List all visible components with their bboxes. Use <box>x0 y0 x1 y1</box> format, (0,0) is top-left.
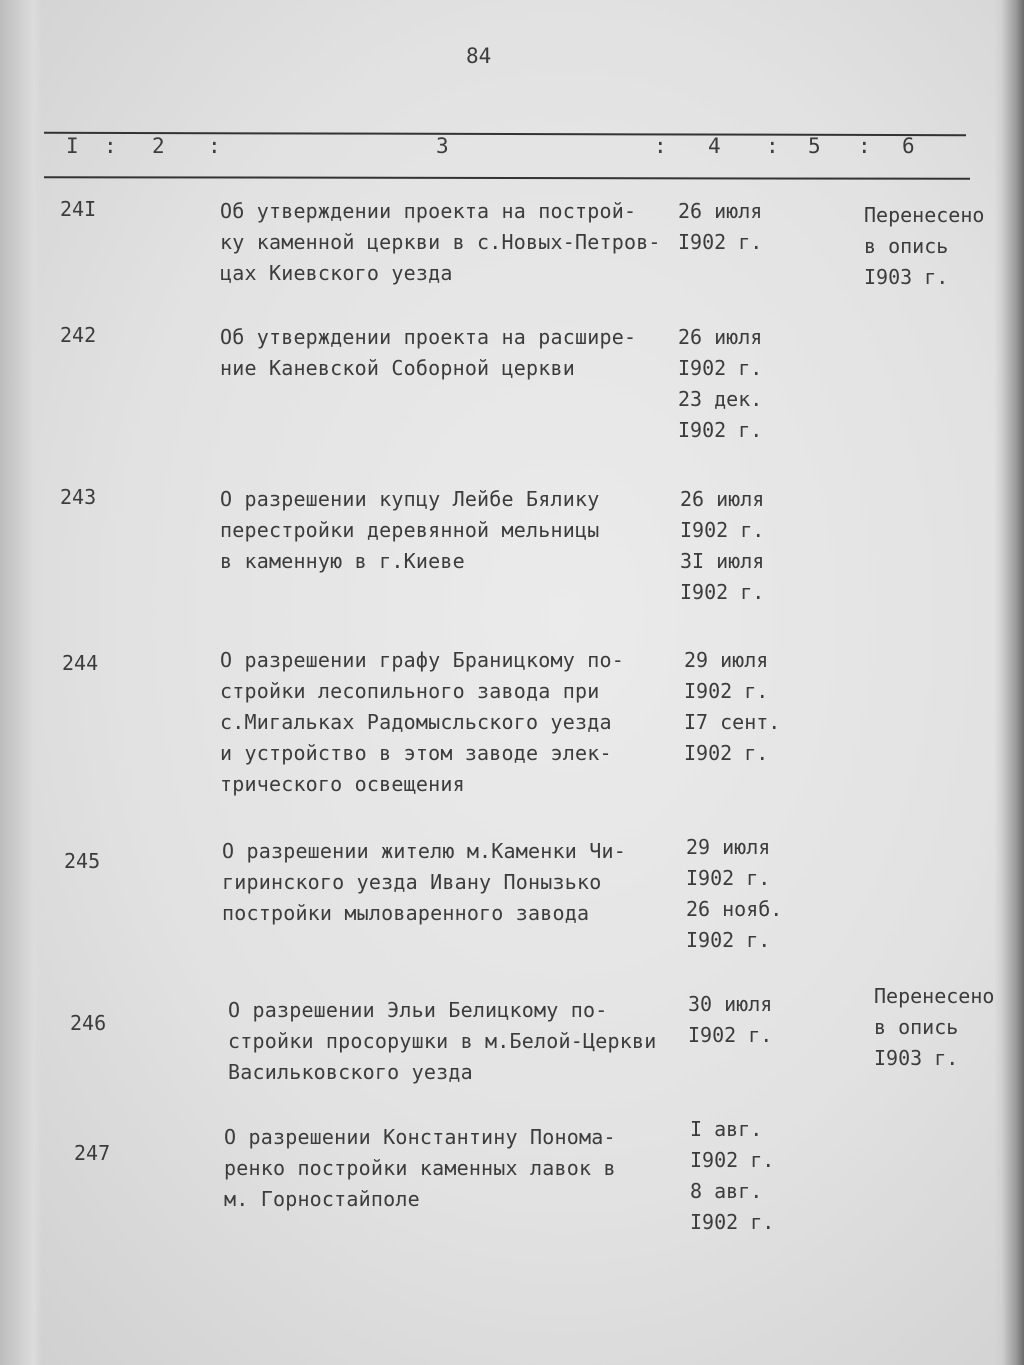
column-header-4: 4 <box>708 134 721 158</box>
entry-description: О разрешении Эльи Белицкому по- стройки просорушки в м.Белой-Церкви Васильковского уезда <box>228 998 657 1084</box>
entry-dates: 29 июля I902 г. I7 сент. I902 г. <box>684 648 781 765</box>
column-separator: : <box>766 134 779 158</box>
column-header-1: I <box>66 134 79 158</box>
entry-note: Перенесено в опись I903 г. <box>864 203 985 289</box>
entry-dates: 30 июля I902 г. <box>688 992 773 1047</box>
column-header-3: 3 <box>436 134 449 158</box>
page-edge-right <box>994 0 1024 1365</box>
entry-dates: I авг. I902 г. 8 авг. I902 г. <box>690 1117 775 1234</box>
entry-dates: 26 июля I902 г. 23 дек. I902 г. <box>678 325 763 442</box>
column-separator: : <box>654 134 667 158</box>
page-edge-left <box>0 0 42 1365</box>
column-separator: : <box>208 134 221 158</box>
entry-description: Об утверждении проекта на построй- ку каменной церкви в с.Новых-Петров- цах Киевского уезда <box>220 199 661 285</box>
column-header-2: 2 <box>152 134 165 158</box>
entry-number: 242 <box>60 323 97 347</box>
column-separator: : <box>858 134 871 158</box>
entry-description: О разрешении графу Браницкому по- стройки лесопильного завода при с.Мигальках Радомысльского уезда и устройство в этом заводе элек- трического освещения <box>220 648 624 796</box>
entry-number: 244 <box>62 651 99 675</box>
entry-dates: 26 июля I902 г. 3I июля I902 г. <box>680 487 765 604</box>
entry-number: 24I <box>60 197 97 221</box>
entry-description: О разрешении жителю м.Каменки Чи- гиринского уезда Ивану Понызько постройки мыловаренного завода <box>222 839 626 925</box>
header-top-rule <box>44 132 966 136</box>
entry-number: 246 <box>70 1011 107 1035</box>
entry-description: Об утверждении проекта на расшире- ние Каневской Соборной церкви <box>220 325 637 380</box>
entry-description: О разрешении Константину Понома- ренко постройки каменных лавок в м. Горностайполе <box>224 1125 616 1211</box>
column-header-6: 6 <box>902 134 915 158</box>
entry-dates: 26 июля I902 г. <box>678 199 763 254</box>
entry-number: 243 <box>60 485 97 509</box>
entry-number: 247 <box>74 1141 111 1165</box>
column-header-5: 5 <box>808 134 821 158</box>
header-bottom-rule <box>44 176 970 180</box>
entry-dates: 29 июля I902 г. 26 нояб. I902 г. <box>686 835 783 952</box>
column-separator: : <box>104 134 117 158</box>
entry-note: Перенесено в опись I903 г. <box>874 984 995 1070</box>
page-number: 84 <box>466 44 492 68</box>
entry-number: 245 <box>64 849 101 873</box>
entry-description: О разрешении купцу Лейбе Бялику перестройки деревянной мельницы в каменную в г.Киеве <box>220 487 600 573</box>
